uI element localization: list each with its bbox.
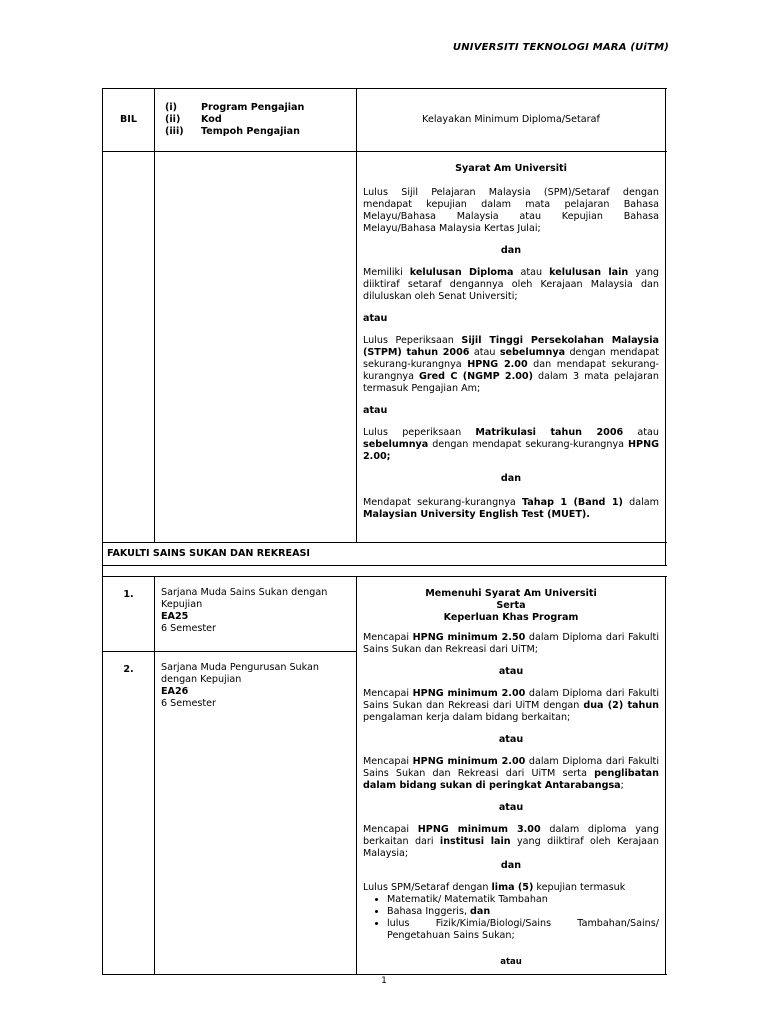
text: dalam Diploma dari Fakulti Sains Sukan dan Rekreasi dari UiTM serta <box>363 756 659 779</box>
text: Malaysian University English Test (MUET). <box>363 509 590 520</box>
program-duration: 6 Semester <box>161 623 217 634</box>
special-title-3: Keperluan Khas Program <box>443 612 579 623</box>
text: HPNG minimum 3.00 <box>417 824 541 835</box>
general-p2 <box>363 267 659 303</box>
text: ; <box>620 780 624 791</box>
empty-cell <box>103 152 155 542</box>
text: HPNG 2.00; <box>363 439 659 462</box>
text: Matrikulasi tahun 2006 <box>475 427 624 438</box>
text: atau <box>469 347 500 358</box>
special-r3 <box>363 756 659 792</box>
text: dalam Diploma dari Fakulti Sains Sukan dan Rekreasi dari UiTM; <box>363 632 659 655</box>
item-label: Program Pengajian <box>201 102 305 113</box>
list-item: • lulus Fizik/Kimia/Biologi/Sains Tambahan/Sains/ Pengetahuan Sains Sukan; <box>387 918 659 942</box>
text: Mencapai <box>363 688 413 699</box>
program-header-list <box>165 102 304 138</box>
text: dengan mendapat sekurang-kurangnya <box>428 439 629 450</box>
text: sebelumnya <box>363 439 429 450</box>
text: HPNG minimum 2.50 <box>412 632 526 643</box>
kelayakan-header-text: Kelayakan Minimum Diploma/Setaraf <box>422 114 600 125</box>
text: Lulus SPM/Setaraf dengan <box>363 882 492 893</box>
requirements-table <box>102 88 667 975</box>
text: dalam <box>622 497 659 508</box>
text: dan mendapat sekurang-kurangnya <box>363 359 659 382</box>
general-requirements-cell <box>357 152 666 542</box>
item-label: Kod <box>201 114 222 125</box>
list-item: • Matematik/ Matematik Tambahan <box>387 894 659 906</box>
special-r1 <box>363 632 659 656</box>
text: HPNG 2.00 <box>467 359 528 370</box>
text: lima (5) <box>491 882 534 893</box>
spacer-row <box>103 566 667 577</box>
empty-cell <box>155 152 357 542</box>
general-dan2: dan <box>500 473 522 484</box>
text: Lulus peperiksaan <box>363 427 476 438</box>
text: Bahasa Inggeris, <box>387 906 471 917</box>
text: dua (2) tahun <box>583 700 659 711</box>
general-p4 <box>363 427 659 463</box>
programs-left <box>103 577 357 974</box>
text: yang diiktiraf oleh Kerajaan Malaysia; <box>363 836 659 859</box>
program-info <box>155 652 357 974</box>
special-requirements-cell <box>357 577 666 974</box>
bil-header: BIL <box>103 89 155 151</box>
item-num: (i) <box>165 102 178 113</box>
text: yang diiktiraf setaraf dengannya oleh Kerajaan Malaysia dan diluluskan oleh Senat Universiti; <box>363 267 659 302</box>
special-title-2: Serta <box>496 600 526 611</box>
program-bil: 2. <box>103 652 155 974</box>
text: Memiliki <box>363 267 410 278</box>
general-title: Syarat Am Universiti <box>455 163 567 174</box>
text: kepujian termasuk <box>533 882 626 893</box>
general-p5 <box>363 497 659 521</box>
text: institusi lain <box>439 836 511 847</box>
program-name: Sarjana Muda Sains Sukan dengan Kepujian <box>161 587 328 610</box>
spacer-cell <box>103 566 666 576</box>
faculty-name: FAKULTI SAINS SUKAN DAN REKREASI <box>103 543 666 565</box>
program-info <box>155 577 357 651</box>
program-row-1 <box>103 577 357 652</box>
program-header <box>155 89 357 151</box>
program-bil: 1. <box>103 577 155 651</box>
text: HPNG minimum 2.00 <box>412 688 526 699</box>
item-label: Tempoh Pengajian <box>201 126 300 137</box>
list-item <box>387 906 659 918</box>
program-code: EA25 <box>161 611 189 622</box>
text: dan <box>470 906 491 917</box>
program-code: EA26 <box>161 686 189 697</box>
general-requirements-row <box>103 152 667 543</box>
general-p1: Lulus Sijil Pelajaran Malaysia (SPM)/Setaraf dengan mendapat kepujian dalam mata pelajaran Bahasa Melayu/Bahasa Malaysia atau Kepujian Bahasa Melayu/Bahasa Malaysia Kertas Julai; <box>363 187 659 234</box>
program-name: Sarjana Muda Pengurusan Sukan dengan Kepujian <box>161 662 319 685</box>
special-atau2: atau <box>498 734 524 745</box>
text: Mencapai <box>363 824 418 835</box>
text: kelulusan Diploma <box>409 267 514 278</box>
special-r2 <box>363 688 659 724</box>
special-atau-end: atau <box>500 957 522 967</box>
faculty-row <box>103 543 667 566</box>
text: atau <box>513 267 550 278</box>
university-header: UNIVERSITI TEKNOLOGI MARA (UiTM) <box>452 42 669 53</box>
text: Mencapai <box>363 632 413 643</box>
general-atau1: atau <box>363 313 388 324</box>
text: dalam diploma yang berkaitan dari <box>363 824 659 847</box>
text: atau <box>623 427 659 438</box>
text: Gred C (NGMP 2.00) <box>419 371 533 382</box>
special-r5 <box>363 882 659 894</box>
subject-list <box>363 894 659 942</box>
page-number: 1 <box>381 976 387 986</box>
text: HPNG minimum 2.00 <box>412 756 526 767</box>
text: pengalaman kerja dalam bidang berkaitan; <box>363 712 571 723</box>
text: dalam Diploma dari Fakulti Sains Sukan dan Rekreasi dari UiTM dengan <box>363 688 659 711</box>
text: kelulusan lain <box>549 267 629 278</box>
text: Mencapai <box>363 756 413 767</box>
text: Lulus Peperiksaan <box>363 335 462 346</box>
text: dengan mendapat sekurang-kurangnya <box>363 347 660 370</box>
text: sebelumnya <box>499 347 566 358</box>
table-header-row <box>103 89 667 152</box>
item-num: (ii) <box>165 114 181 125</box>
general-p3 <box>363 335 659 395</box>
special-r4 <box>363 824 659 860</box>
general-dan1: dan <box>500 245 522 256</box>
general-atau2: atau <box>363 405 388 416</box>
special-title-1: Memenuhi Syarat Am Universiti <box>425 588 597 599</box>
special-dan: dan <box>500 860 522 871</box>
text: Mendapat sekurang-kurangnya <box>363 497 522 508</box>
program-row-2 <box>103 652 357 974</box>
text: Sijil Tinggi Persekolahan Malaysia (STPM) tahun 2006 <box>363 335 659 358</box>
text: penglibatan dalam bidang sukan di peringkat Antarabangsa <box>363 768 659 791</box>
item-num: (iii) <box>165 126 184 137</box>
text: dalam 3 mata pelajaran termasuk Pengajian Am; <box>363 371 660 394</box>
special-atau1: atau <box>498 666 524 677</box>
program-duration: 6 Semester <box>161 698 217 709</box>
special-atau3: atau <box>498 802 524 813</box>
programs-block <box>103 577 667 975</box>
kelayakan-header <box>357 89 666 151</box>
text: Tahap 1 (Band 1) <box>521 497 623 508</box>
